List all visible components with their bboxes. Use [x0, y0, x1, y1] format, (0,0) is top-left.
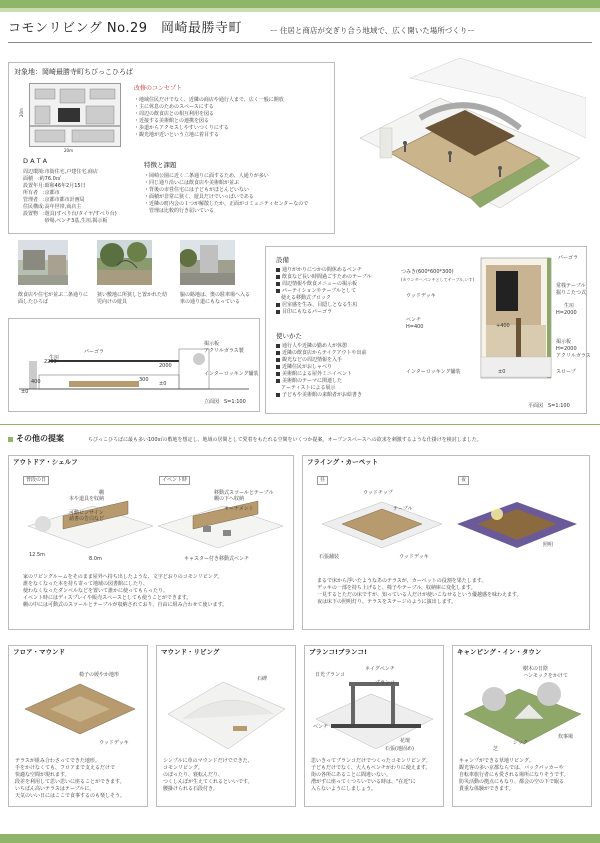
usage-item: 観光などの周辺情報を入手	[276, 357, 367, 364]
proposal-title: マウンド・リビング	[161, 648, 220, 656]
site-label: 対象地：岡崎最勝寺町ちびっこひろば	[14, 68, 133, 76]
header-rule	[8, 42, 592, 43]
site-map-drawing	[30, 84, 120, 146]
elevation-panel	[8, 318, 260, 412]
mound-label: 石碑	[257, 676, 268, 682]
feature-item: ・近隣の町内会の１つが解散したか、正面がコミュニティセンターなので	[144, 201, 309, 207]
page-subtitle: ー 住居と商店が交ぎり合う地域で、広く開いた場所づくりー	[270, 26, 475, 35]
proposal-tag: イベント時	[159, 476, 190, 485]
elevation-paving-label: インターロッキング舗装	[204, 371, 259, 377]
perspective-drawing	[350, 58, 586, 236]
concept-item: ・地域住民だけでなく、近隣の商店や通行人まで、広く一般に開放	[134, 97, 284, 103]
camping-label: 芝	[493, 746, 499, 752]
flying-label: 石張舗装	[319, 554, 340, 560]
swing-label: ネイグベンチ	[365, 666, 395, 672]
feature-item: ・同じ通り沿いには飲食店や美術館が並ぶ	[144, 180, 240, 186]
proposals-title: その他の提案	[16, 434, 64, 443]
site-map	[29, 83, 121, 147]
proposals-intro: ちびっこひろばに最も多い100㎡の敷地を想定し、地域の居間として愛着をもたれる空間をいくつか提案。オープンスペースへの欲求を刺激するような仕掛けを検討しました。	[88, 437, 482, 443]
swing-label: 石張(地固め)	[385, 746, 414, 752]
data-item: 砂場,ベンチ3基,生垣,掲示板	[23, 218, 108, 224]
data-item: 管理者 :京都市都市計画局	[23, 197, 85, 203]
proposal-tag: 夜	[458, 476, 469, 485]
usage-item: 通行人や近隣の勤め人が休憩	[276, 343, 367, 350]
concept-item: ・近接する美術館との連携を図る	[134, 118, 210, 124]
elevation-dim: 400	[31, 379, 41, 385]
flying-label: ウッドチップ	[363, 490, 393, 496]
proposal-swing	[304, 645, 444, 807]
elevation-dim: ±0	[159, 381, 167, 387]
map-dim-vertical: 20m	[19, 108, 24, 117]
plan-bench-height: H=400	[406, 324, 424, 330]
elevation-dim: 300	[139, 377, 149, 383]
proposal-title: キャンピング・イン・タウン	[457, 648, 542, 656]
photo-caption: 飲食店や住宅が並ぶ二条通りに面したひろば	[18, 292, 89, 305]
proposal-flying-carpet	[302, 455, 590, 630]
data-item: 設置年月:昭和46年2月15日	[23, 183, 86, 189]
camping-label: ハンモックをかけて	[523, 673, 568, 679]
facility-item: 使える移動式ブロック	[276, 295, 331, 301]
flying-label: ウッドデッキ	[399, 554, 429, 560]
data-item: 住民構成:高年世帯,商店主	[23, 204, 82, 210]
swing-label: ベンチ	[313, 724, 329, 730]
floor-mound-drawing	[15, 664, 141, 744]
plan-bench-label: ベンチ	[406, 317, 422, 323]
facility-item: 目印にもなるパーゴラ	[276, 309, 372, 316]
data-item: 面積 :約76.0㎡	[23, 176, 61, 182]
proposal-outdoor-shelf	[8, 455, 294, 630]
outdoor-label: オーナメント	[224, 506, 254, 512]
usage-item: 近隣の飲食店からテイクアウトや出前	[276, 350, 367, 357]
proposal-text: 家のリビングルームをそのまま屋外へ持ち出したような、文字どおりのコモンリビング。 誰をなくなった本を持ち寄って地域の図書館にしたり、 使わなくなったダンベルなどを置いて誰かに使ってもらったり。 イベント時にはディスプレイや販売スペースとしても使うことができます。 棚の中には可動式のスツールとテーブルが収納されており、自由に組み合わせて使います。	[23, 574, 228, 608]
data-list	[23, 169, 117, 225]
facilities-title: 設備	[276, 256, 289, 264]
plan-paving-label: インターロッキング舗装	[406, 369, 461, 375]
plan-blocks-sub: (カウンター,ベンチとしてテーブル,いす)	[401, 277, 475, 282]
plan-hedge-label: 生垣	[564, 303, 575, 309]
outdoor-label: 棚	[99, 490, 105, 496]
proposal-text: シンプルに草のマウンドだけでできた、 コモンリビング。 のぼったり、寝転んだり、 つくしんぼが生えてくれるといいです。 腰掛けられる石段付き。	[163, 758, 253, 792]
flying-carpet-drawing	[317, 484, 579, 564]
facility-item: パーテイションやテーブルとして	[276, 288, 372, 295]
photo-caption: 脇の路地は、奥の駐車場へ入る車の通り道にもなっている	[180, 292, 251, 305]
proposal-title: ブランコ!ブランコ!	[309, 648, 367, 656]
facilities-panel	[265, 246, 591, 414]
feature-item: 管理は比較的行き届いている	[144, 208, 215, 214]
proposal-title: フロア・マウンド	[13, 648, 65, 656]
elevation-dim: ±0	[21, 389, 29, 395]
swing-label: ブランコ	[375, 680, 396, 686]
usage-item: 美術館による屋外ミニイベント	[276, 371, 367, 378]
concept-title: 改修のコンセプト	[134, 85, 183, 92]
facility-item: 周辺情報や飲食メニューの掲示板	[276, 281, 372, 288]
facility-item: 通りがかりにつかの間休めるベンチ	[276, 267, 372, 274]
concept-item: ・周辺の飲食店との相互利用を図る	[134, 111, 215, 117]
proposal-floor-mound	[8, 645, 148, 807]
flying-label: テーブル	[393, 506, 413, 512]
usage-list	[276, 343, 367, 399]
outdoor-label: 棚の下へ収納	[214, 496, 245, 502]
plan-board-sub: アクリルガラス	[556, 353, 591, 359]
camping-label: ジック	[513, 740, 529, 746]
features-title: 特徴と課題	[144, 161, 177, 169]
plan-drawing	[461, 253, 581, 403]
site-photo-scene	[180, 240, 235, 285]
plan-table-sub: 掘りこたつ式	[556, 290, 587, 296]
concept-list	[134, 97, 284, 139]
site-photo-scene	[18, 240, 68, 285]
page-title: コモンリビング No.29 岡崎最勝寺町	[8, 21, 242, 36]
proposal-tag: 昼	[317, 476, 328, 485]
bottom-accent-bar	[0, 834, 600, 843]
plan-board-label: 掲示板	[556, 339, 572, 345]
proposal-text: キャンプができる草地リビング。 観光客の多い京都ならでは、バックパッカーや 自転車旅行者にも愛される場所になりそうです。 防災活動の拠点にもなり、都会の空の下で眠る 貴重な体験ができます。	[459, 758, 569, 792]
camping-label: 樹木の日陰	[523, 666, 549, 672]
plan-blocks-label: つみき(600*600*300)	[401, 269, 454, 275]
floor-label: 椅子の緩やか地形	[79, 672, 120, 678]
proposal-title: アウトドア・シェルフ	[13, 458, 78, 466]
usage-item: 近隣住民がおしゃべり	[276, 364, 367, 371]
outdoor-label: キャスター付き移動式ベンチ	[184, 556, 250, 562]
perspective-rendering	[350, 58, 586, 236]
features-list	[144, 173, 308, 215]
plan-board-height: H=2000	[556, 346, 577, 352]
camping-label: 炊事場	[558, 734, 574, 740]
elevation-dim: 2000	[159, 363, 172, 369]
section-divider	[0, 424, 600, 425]
usage-item: アーティストによる展示	[276, 385, 336, 391]
outdoor-label: 請書の告白など	[69, 516, 105, 522]
plan-plus400: +400	[496, 323, 510, 329]
facility-item: 飲食など長い時間過ごすためのテーブル	[276, 274, 372, 281]
elevation-caption: 立面図 S=1:100	[204, 399, 246, 405]
elevation-pergola-label: パーゴラ	[84, 349, 105, 355]
outdoor-label: 可動ビンサイン	[69, 510, 104, 516]
map-dim-horizontal: 20m	[64, 148, 73, 153]
plan-pergola-label: パーゴラ	[558, 255, 579, 261]
site-photo	[180, 240, 235, 285]
usage-title: 使いかた	[276, 332, 302, 340]
concept-item: ・主に休息のためのスペースにする	[134, 104, 214, 110]
proposal-camping	[452, 645, 592, 807]
proposal-text: 思いきってブランコだけでつくったコモンリビング。 子どもだけでなく、大人もベンチがわりに使えます。 街の各所にあることに間違いない。 漕がずに座ってくつろいでいる時は、"在近"に 入らないようにしましょう。	[311, 758, 431, 792]
concept-item: ・歩道からアクセスしやすいつくりにする	[134, 125, 229, 131]
plan-table-label: 常桟テーブル	[556, 283, 586, 289]
concept-item: ・観光地が近いという立地に着目する	[134, 132, 220, 138]
feature-item: ・背後の市営住宅には子どもがほとんどいない	[144, 187, 250, 193]
plan-deck-label: ウッドデッキ	[406, 293, 436, 299]
plan-zero: ±0	[498, 369, 506, 375]
elevation-board-label: 掲示板 アクリルガラス製	[204, 341, 244, 354]
data-title: D A T A	[23, 157, 48, 165]
proposal-tag: 普段の日	[23, 476, 49, 485]
site-photo	[97, 240, 152, 285]
proposal-text: テラスが組み合わさってできた地形。 手をかけなくても、フロアまで支えるだけで 快適な空間が現れます。 段差を利用して思い思いに座ることができます。 いちばん高いテラスはテーブルに。 天気のいい日にはここで食事するのも楽しそう。	[15, 758, 126, 799]
photo-caption: 狭い敷地に所狭しと置かれた幼児向けの遊具	[97, 292, 168, 305]
proposal-mound-living	[156, 645, 296, 807]
data-item: 所有者 :京都市	[23, 190, 60, 196]
site-panel	[8, 62, 335, 234]
outdoor-dim: 8.0m	[89, 556, 102, 562]
facilities-list	[276, 267, 372, 316]
plan-hedge-height: H=2000	[556, 310, 577, 316]
swing-label: 花壇	[400, 738, 411, 744]
outdoor-label: 移動式スツールとテーブル	[214, 490, 274, 496]
flying-label: 照明	[543, 542, 554, 548]
usage-item: 美術館のテーマに関連した	[276, 378, 367, 385]
plan-caption: 平面図 S=1:100	[528, 403, 570, 409]
data-item: 周辺環境:市街住宅,戸建住宅,商店	[23, 169, 98, 175]
proposal-text: まるで床から浮いたようなあのテラスが、カーペットの役割を果たします。 デッキの一部を持ち上げると、椅子やテーブル、収納庫に変化します。 一見するとただの床ですが、知っている人だけが使いこなせるという優越感を味わえます。 夜は床下の照明灯り、テラスをステージのように演出します。	[317, 578, 522, 605]
elevation-dim: 2200	[44, 359, 57, 365]
outdoor-label: 本や道具を収納	[69, 496, 105, 502]
usage-item: 子どもや美術館の来館者がお絵書き	[276, 392, 367, 399]
proposals-marker	[8, 437, 13, 442]
feature-item: ・岡崎公園に近く二条通りに面するため、人通りが多い	[144, 173, 269, 179]
swing-label: 日光ブランコ	[315, 672, 346, 678]
outdoor-dim: 12.5m	[29, 552, 46, 558]
facility-item: 居室感を生み、目隠しとなる生垣	[276, 302, 372, 309]
feature-item: ・面積が非常に狭く、遊具だけでいっぱいである	[144, 194, 254, 200]
data-item: 設置物 :遊具(すべり台/タイヤ/すべり台)	[23, 211, 117, 217]
elevation-hedge-label: 生垣	[49, 355, 60, 361]
site-photo	[18, 240, 68, 285]
top-accent-bar	[0, 0, 600, 8]
top-accent-bar-light	[0, 8, 600, 12]
floor-label: ウッドデッキ	[99, 740, 129, 746]
site-photo-scene	[97, 240, 152, 285]
proposal-title: フライング・カーペット	[307, 458, 379, 466]
plan-slope-label: スロープ	[556, 369, 576, 375]
mound-living-drawing	[163, 664, 289, 754]
